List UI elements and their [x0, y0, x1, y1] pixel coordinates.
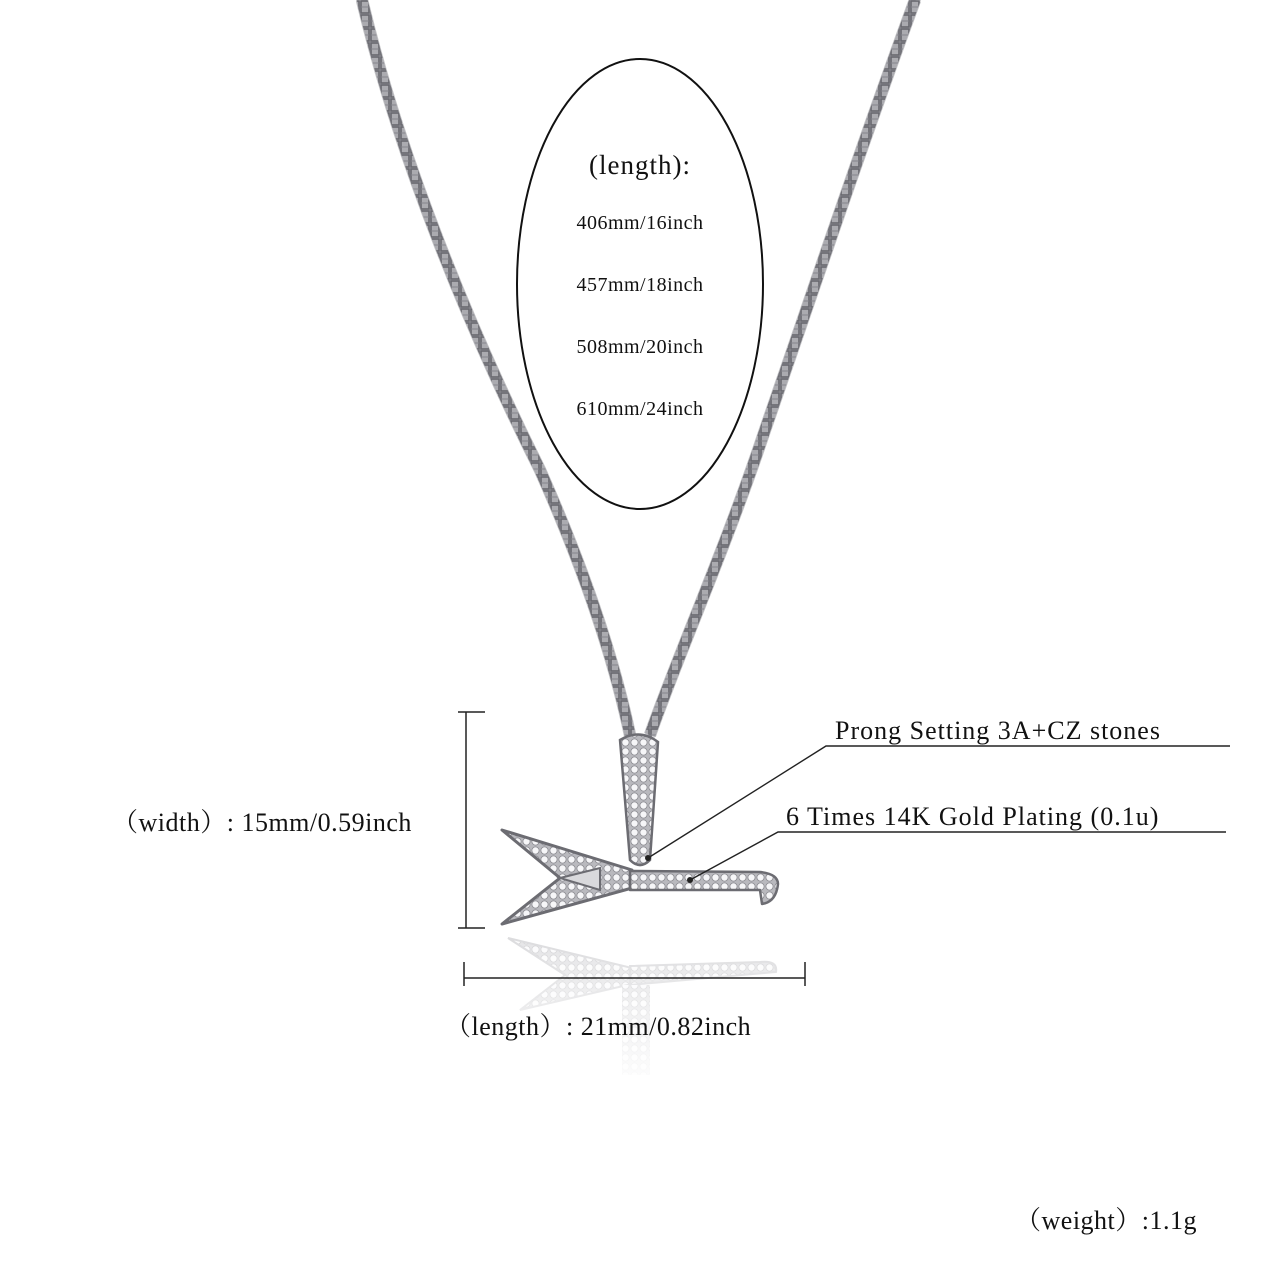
- plating-leader-line: [690, 832, 1226, 880]
- length-option-16: 406mm/16inch: [576, 212, 704, 234]
- gold-plating-callout: 6 Times 14K Gold Plating (0.1u): [786, 802, 1160, 831]
- weight-label: （weight）:1.1g: [1015, 1206, 1197, 1235]
- width-dimension-label: （width）: 15mm/0.59inch: [112, 808, 412, 837]
- prong-setting-callout: Prong Setting 3A+CZ stones: [835, 716, 1161, 745]
- length-option-20: 508mm/20inch: [576, 336, 704, 358]
- plating-leader-dot: [687, 877, 693, 883]
- length-option-18: 457mm/18inch: [576, 274, 704, 296]
- width-dimension-line: [458, 712, 485, 928]
- pendant-neck: [630, 871, 778, 904]
- prong-leader-dot: [645, 855, 651, 861]
- pendant-bail: [620, 734, 658, 865]
- length-option-24: 610mm/24inch: [576, 398, 704, 420]
- length-heading: (length):: [589, 150, 691, 180]
- guitar-pendant: [502, 734, 778, 924]
- length-dimension-label: （length）: 21mm/0.82inch: [445, 1012, 752, 1041]
